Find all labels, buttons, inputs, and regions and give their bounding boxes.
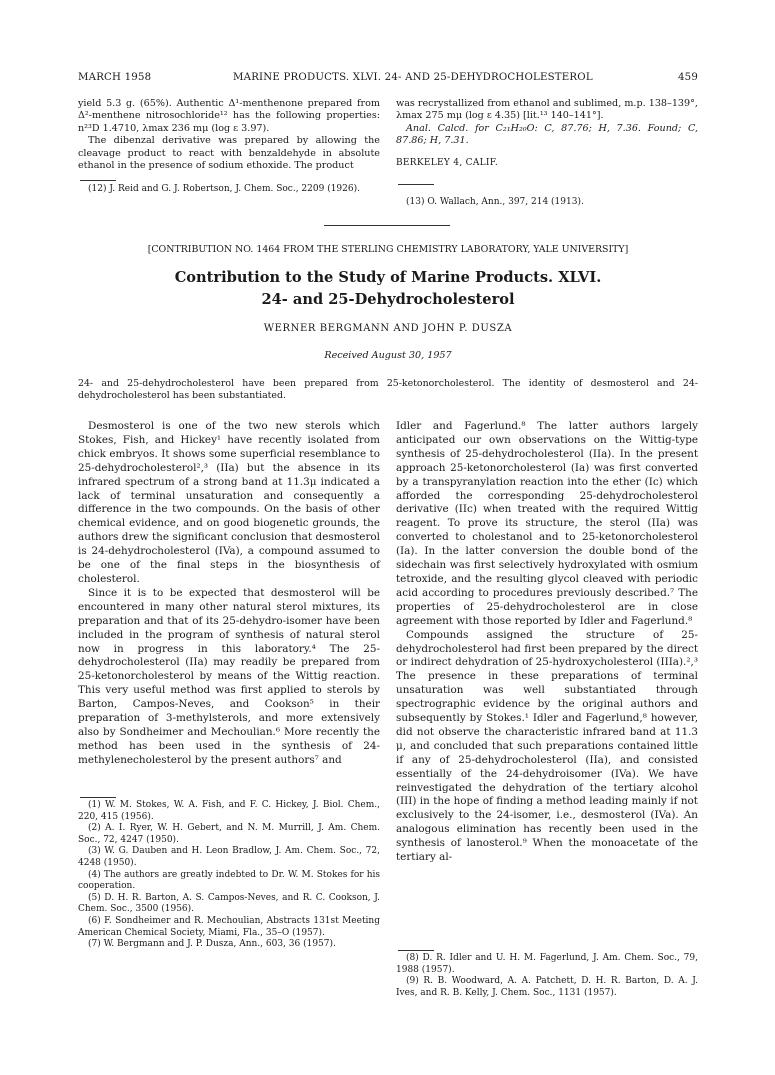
footnote-3: (3) W. G. Dauben and H. Leon Bradlow, J. Am. Chem. Soc., 72, 4248 (1950). (78, 846, 380, 868)
footnote-6: (6) F. Sondheimer and R. Mechoulian, Abstracts 131st Meeting American Chemical Society, Miami, Fla., 35–O (1957). (78, 915, 380, 938)
footnote-8: (8) D. R. Idler and U. H. M. Fagerlund, J. Am. Chem. Soc., 79, 1988 (1957). (396, 953, 698, 975)
top-right-para-1: was recrystallized from ethanol and sublimed, m.p. 138–139°, λmax 275 mμ (log ε 4.35) [lit.¹³ 140–141°]. (396, 98, 698, 122)
left-para-2: Since it is to be expected that desmosterol will be encountered in many other natural sterol mixtures, its preparation and that of its 25-dehydro-isomer have been included in the program of synthesis of natural sterol now in progress in this laboratory.⁴ The 25-dehydrocholesterol (IIa) may readily be prepared from 25-ketonorcholesterol by means of the Wittig reaction. This very useful method was first applied to sterols by Barton, Campos-Neves, and Cookson⁵ in their preparation of 3-methylsterols, and more extensively also by Sondheimer and Mechoulian.⁶ More recently the method has been used in the synthesis of 24-methylenecholesterol by the present authors⁷ and (78, 586, 380, 766)
top-right-footnotes (406, 197, 698, 209)
header-title: MARINE PRODUCTS. XLVI. 24- AND 25-DEHYDROCHOLESTEROL (233, 72, 593, 83)
header-date: MARCH 1958 (78, 72, 152, 83)
article-title-line-1: Contribution to the Study of Marine Products. XLVI. (174, 269, 602, 286)
left-footnote-rule (80, 797, 116, 798)
left-para-1: Desmosterol is one of the two new sterols which Stokes, Fish, and Hickey¹ have recently isolated from chick embryos. It shows some superficial resemblance to 25-dehydrocholesterol²,³ (IIa) but the absence in its infrared spectrum of a strong band at 11.3μ indicated a lack of terminal unsaturation and consequently a difference in the two compounds. On the basis of other chemical evidence, and on good biogenetic grounds, the authors drew the significant conclusion that desmosterol is 24-dehydrocholesterol (IVa), a compound assumed to be one of the final steps in the biosynthesis of cholesterol. (78, 420, 380, 585)
contribution-line: [CONTRIBUTION NO. 1464 FROM THE STERLING CHEMISTRY LABORATORY, YALE UNIVERSITY] (147, 244, 629, 255)
left-footnotes (78, 800, 380, 951)
authors: WERNER BERGMANN AND JOHN P. DUSZA (263, 323, 513, 334)
footnote-9: (9) R. B. Woodward, A. A. Patchett, D. H. R. Barton, D. A. J. Ives, and R. B. Kelly, J. Chem. Soc., 1131 (1957). (396, 976, 698, 998)
right-footnotes (396, 953, 698, 999)
footnote-4: (4) The authors are greatly indebted to Dr. W. M. Stokes for his cooperation. (78, 869, 380, 892)
top-right-column (396, 98, 698, 148)
footnote-rule (80, 180, 116, 181)
left-body-column (78, 420, 380, 768)
footnote-rule-right (398, 184, 434, 185)
right-footnote-rule (398, 950, 434, 951)
top-right-para-2: Anal. Calcd. for C₂₁H₂₀O: C, 87.76; H, 7.36. Found; C, 87.86; H, 7.31. (396, 122, 698, 147)
right-body-column (396, 420, 698, 865)
footnote-13: (13) O. Wallach, Ann., 397, 214 (1913). (406, 197, 584, 207)
top-left-para-1: yield 5.3 g. (65%). Authentic Δ¹-menthenone prepared from Δ²-menthene nitrosochloride¹² has the following properties: n²³D 1.4710, λmax 236 mμ (log ε 3.97). (78, 98, 380, 134)
section-separator (324, 225, 450, 226)
received-date: Received August 30, 1957 (324, 350, 452, 361)
place-line: BERKELEY 4, CALIF. (396, 158, 499, 168)
top-left-para-2: The dibenzal derivative was prepared by allowing the cleavage product to react with benzaldehyde in absolute ethanol in the presence of sodium ethoxide. The product (78, 135, 380, 172)
footnote-5: (5) D. H. R. Barton, A. S. Campos-Neves, and R. C. Cookson, J. Chem. Soc., 3500 (1956). (78, 892, 380, 915)
running-header (78, 72, 698, 88)
page-number: 459 (677, 72, 698, 83)
abstract: 24- and 25-dehydrocholesterol have been prepared from 25-ketonorcholesterol. The identity of desmosterol and 24-dehydrocholesterol has been substantiated. (78, 378, 698, 401)
footnote-7: (7) W. Bergmann and J. P. Dusza, Ann., 603, 36 (1957). (88, 939, 336, 950)
right-para-2: Compounds assigned the structure of 25-dehydrocholesterol had first been prepared by the direct or indirect dehydration of 25-hydroxycholesterol (IIIa).²,³ The presence in these preparations of terminal unsaturation was well substantiated through spectrographic evidence by the original authors and subsequently by Stokes.¹ Idler and Fagerlund,⁸ however, did not observe the characteristic infrared band at 11.3 μ, and concluded that such preparations contained little if any of 25-dehydrocholesterol (IIa), and consisted essentially of the 24-dehydroisomer (IVa). We have reinvestigated the dehydration of the tertiary alcohol (III) in the hope of finding a method leading mainly if not exclusively to the 24-isomer, i.e., desmosterol (IVa). An analogous elimination has recently been used in the synthesis of lanosterol.⁹ When the monoacetate of the tertiary al- (396, 628, 698, 864)
footnote-2: (2) A. I. Ryer, W. H. Gebert, and N. M. Murrill, J. Am. Chem. Soc., 72, 4247 (1950). (78, 823, 380, 845)
top-left-column (78, 98, 380, 172)
footnote-1: (1) W. M. Stokes, W. A. Fish, and F. C. Hickey, J. Biol. Chem., 220, 415 (1956). (78, 800, 380, 822)
footnote-12: (12) J. Reid and G. J. Robertson, J. Chem. Soc., 2209 (1926). (88, 184, 360, 194)
article-title-line-2: 24- and 25-Dehydrocholesterol (261, 291, 515, 308)
top-left-footnotes (78, 184, 380, 196)
right-para-1: Idler and Fagerlund.⁸ The latter authors largely anticipated our own observations on the Wittig-type synthesis of 25-dehydrocholesterol (IIa). In the present approach 25-ketonorcholesterol (Ia) was first converted by a transpyranylation reaction into the ether (Ic) which afforded the corresponding 25-dehydrocholesterol derivative (IIc) when treated with the required Wittig reagent. To prove its structure, the sterol (IIa) was converted to cholestanol and to 25-ketonorcholesterol (Ia). In the latter conversion the double bond of the sidechain was first selectively hydroxylated with osmium tetroxide, and the resulting glycol cleaved with periodic acid according to procedures previously described.⁷ The properties of 25-dehydrocholesterol are in close agreement with those reported by Idler and Fagerlund.⁸ (396, 420, 698, 627)
